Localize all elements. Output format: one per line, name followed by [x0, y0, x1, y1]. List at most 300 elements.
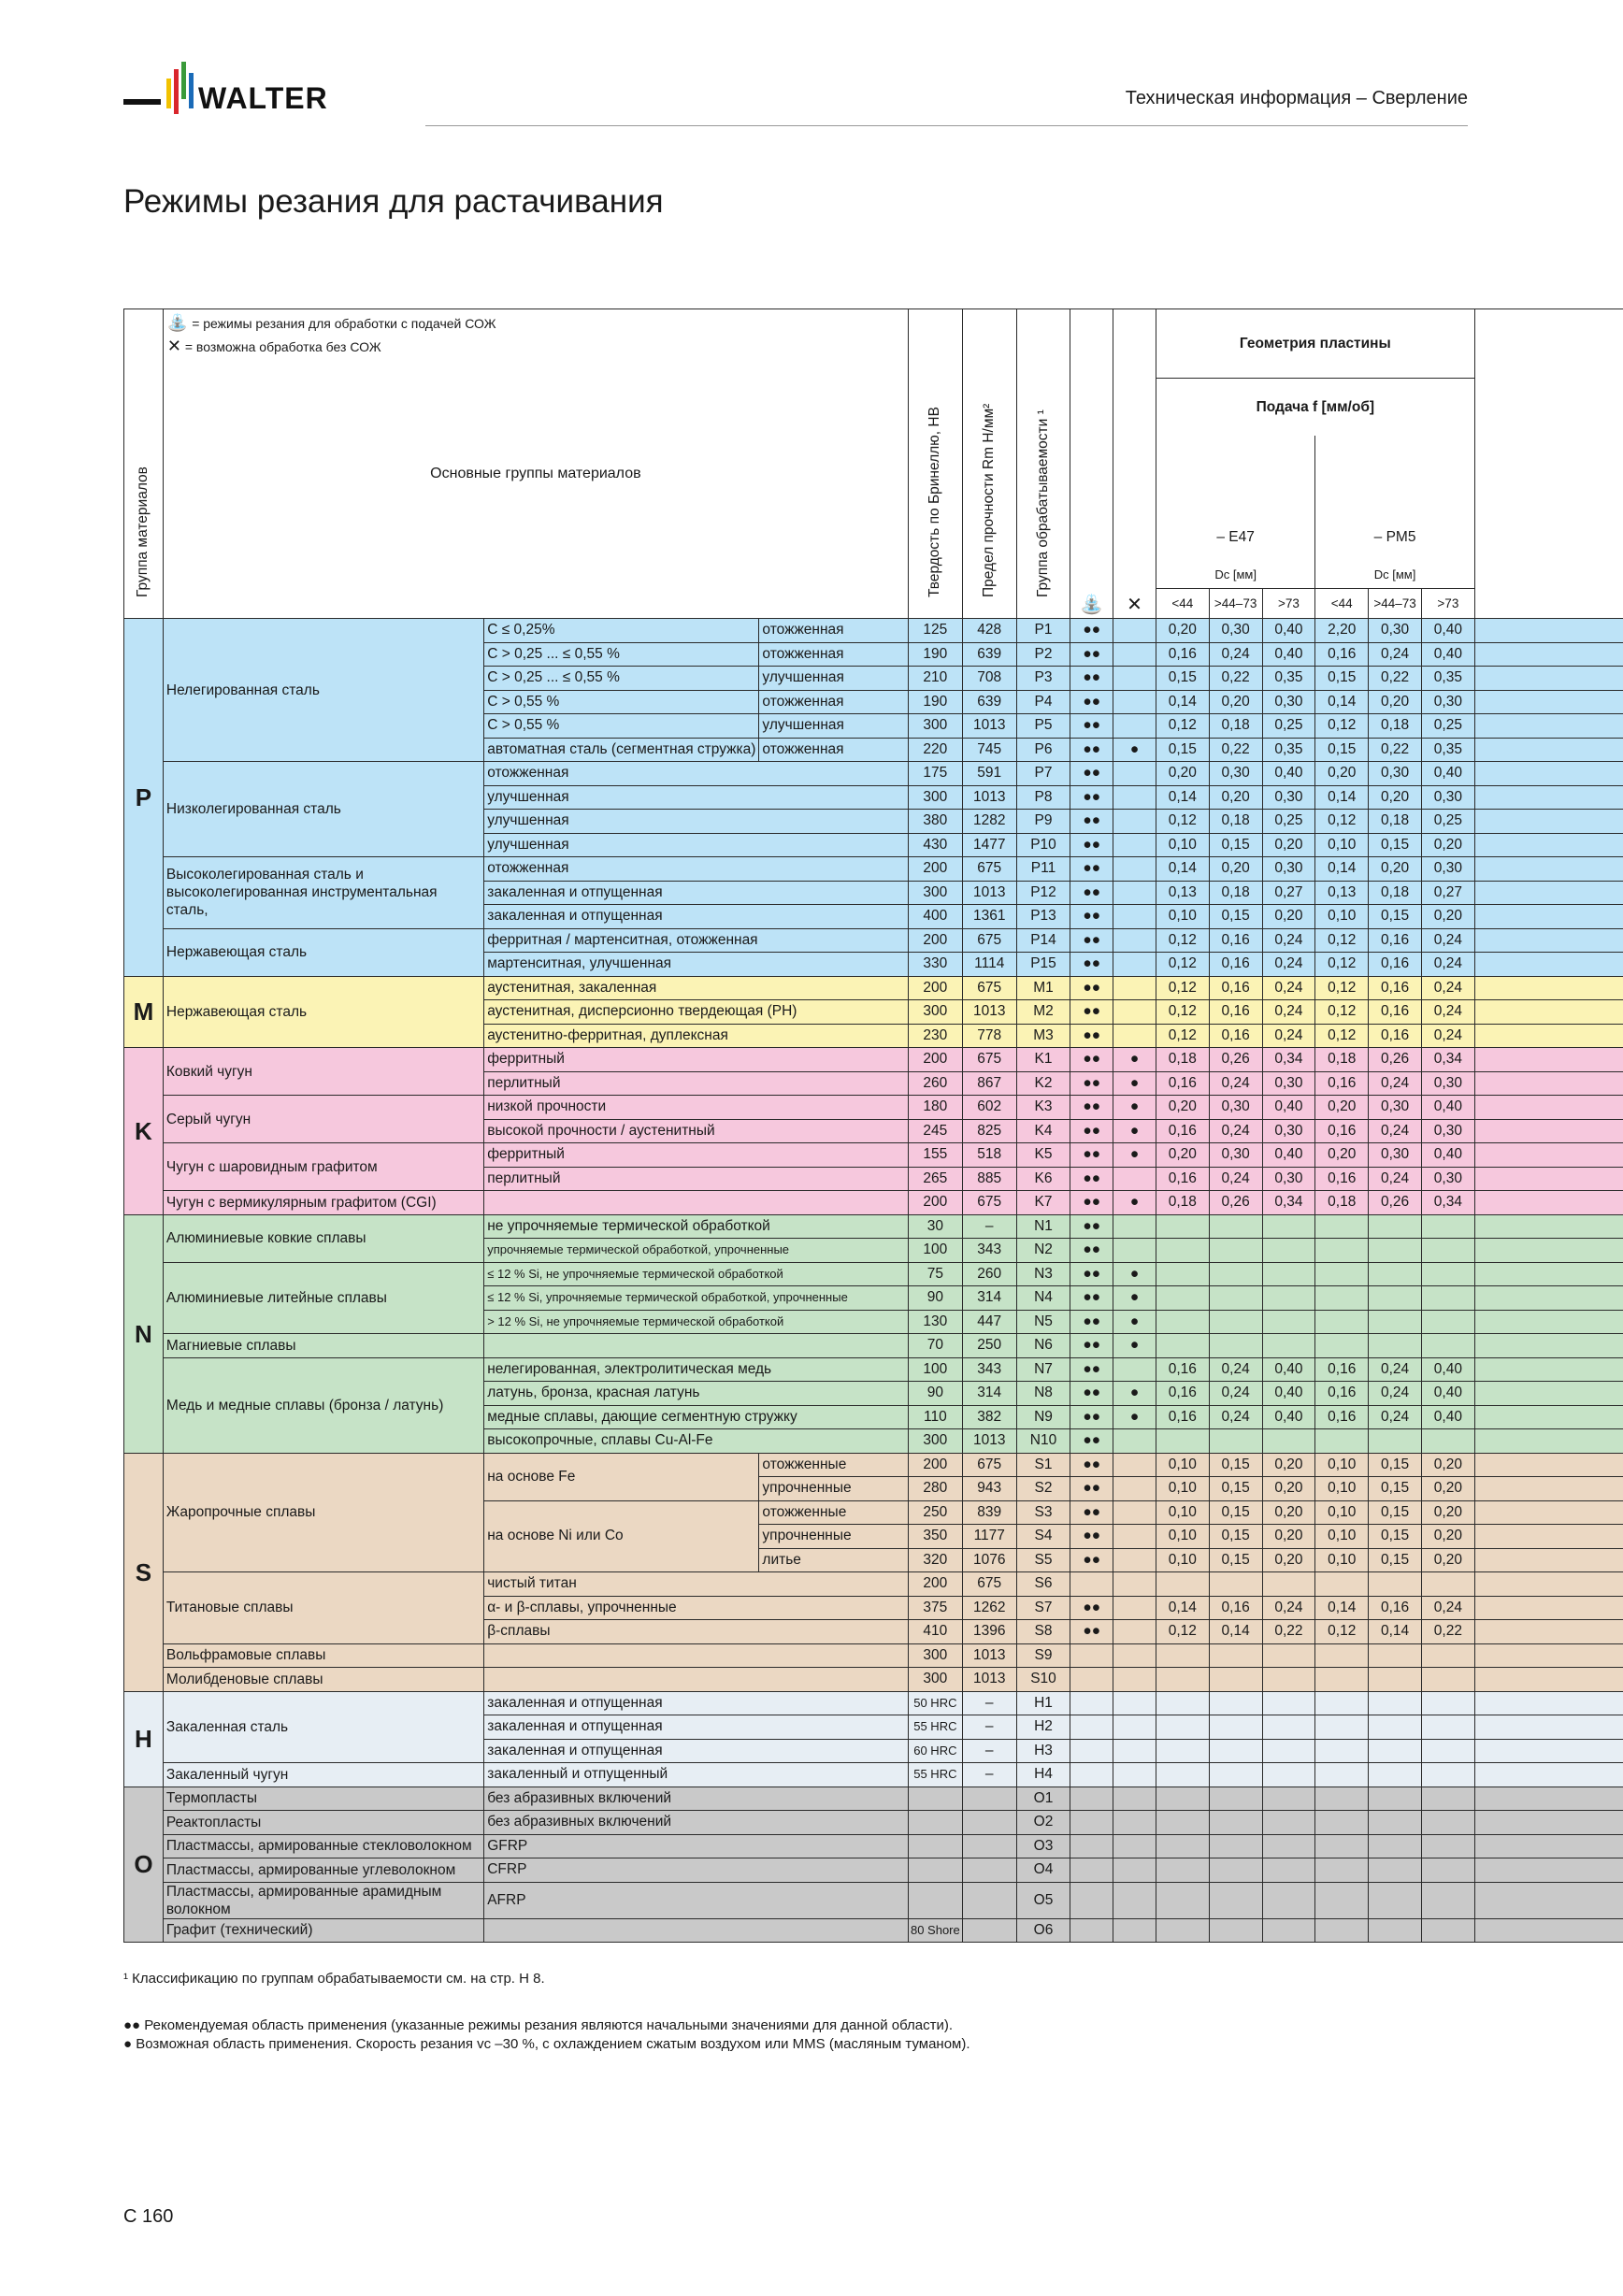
cell-dry-marker	[1113, 1620, 1156, 1644]
cell-feed	[1315, 1918, 1369, 1943]
cell-rm	[962, 1811, 1016, 1835]
cell-dry-marker	[1113, 1763, 1156, 1787]
cell-code: K6	[1016, 1167, 1070, 1191]
cell-feed	[1422, 1739, 1475, 1763]
cell-code: O2	[1016, 1811, 1070, 1835]
cell-feed: 0,12	[1156, 1024, 1209, 1048]
col-header-rm: Предел прочности Rm Н/мм²	[962, 309, 1016, 619]
cell-feed: 0,15	[1209, 1500, 1262, 1525]
material-group-M: M	[124, 976, 164, 1048]
cell-rm: 825	[962, 1119, 1016, 1143]
cell-hb	[908, 1882, 962, 1918]
cell-feed: 0,24	[1422, 1596, 1475, 1620]
cell-feed	[1156, 1572, 1209, 1597]
cell-feed: 0,18	[1209, 881, 1262, 905]
cell-dry-marker	[1113, 905, 1156, 929]
cell-feed	[1209, 1739, 1262, 1763]
cell-rm: 382	[962, 1405, 1016, 1429]
material-condition: отожженная	[759, 642, 908, 667]
cell-feed	[1156, 1882, 1209, 1918]
cell-hb: 55 HRC	[908, 1715, 962, 1740]
cell-coolant-marker	[1070, 1787, 1113, 1811]
cell-feed: 0,16	[1369, 1000, 1422, 1025]
cell-feed: 0,10	[1156, 905, 1209, 929]
cell-feed: 0,16	[1156, 1119, 1209, 1143]
cell-feed: 0,24	[1209, 1167, 1262, 1191]
cell-code: K5	[1016, 1143, 1070, 1168]
cell-feed: 0,24	[1422, 1000, 1475, 1025]
material-sub: перлитный	[484, 1071, 909, 1096]
cell-feed: 0,12	[1156, 714, 1209, 739]
cell-dry-marker	[1113, 1167, 1156, 1191]
cell-feed: 0,40	[1262, 762, 1315, 786]
cell-coolant-marker: ●●	[1070, 881, 1113, 905]
cell-dry-marker	[1113, 1596, 1156, 1620]
cell-feed	[1209, 1691, 1262, 1715]
cell-feed: 0,15	[1315, 738, 1369, 762]
cell-feed	[1315, 1286, 1369, 1311]
cell-rm: 1177	[962, 1525, 1016, 1549]
cell-hb: 200	[908, 976, 962, 1000]
cell-feed	[1422, 1882, 1475, 1918]
table-row	[124, 1334, 1623, 1358]
cell-rm: 602	[962, 1096, 1016, 1120]
cell-feed: 0,16	[1209, 1024, 1262, 1048]
cell-hb: 300	[908, 1668, 962, 1692]
cell-feed: 0,35	[1262, 667, 1315, 691]
material-sub: ≤ 12 % Si, не упрочняемые термической обработкой	[484, 1262, 909, 1286]
material-sub: высокопрочные, сплавы Cu-Al-Fe	[484, 1429, 909, 1454]
cell-feed	[1422, 1834, 1475, 1858]
cell-feed	[1156, 1763, 1209, 1787]
cell-feed: 0,24	[1422, 928, 1475, 953]
cell-feed: 0,26	[1369, 1048, 1422, 1072]
material-main: Алюминиевые литейные сплавы	[163, 1262, 483, 1334]
material-sub: ≤ 12 % Si, упрочняемые термической обработкой, упрочненные	[484, 1286, 909, 1311]
cell-feed: 0,24	[1369, 1405, 1422, 1429]
table-row	[124, 1191, 1623, 1215]
cell-feed: 0,16	[1156, 1167, 1209, 1191]
cell-feed: 0,20	[1369, 690, 1422, 714]
cell-feed	[1422, 1334, 1475, 1358]
material-sub: ферритный	[484, 1143, 909, 1168]
material-sub	[484, 1643, 909, 1668]
cell-coolant-marker: ●●	[1070, 1143, 1113, 1168]
cell-feed: 0,16	[1156, 1382, 1209, 1406]
cell-feed	[1156, 1858, 1209, 1883]
cell-dry-marker	[1113, 1882, 1156, 1918]
material-sub: C > 0,25 ... ≤ 0,55 %	[484, 667, 759, 691]
cell-dry-marker	[1113, 1239, 1156, 1263]
cell-feed	[1422, 1643, 1475, 1668]
material-sub: закаленная и отпущенная	[484, 1691, 909, 1715]
cell-feed	[1156, 1918, 1209, 1943]
cell-coolant-marker: ●●	[1070, 857, 1113, 882]
cell-rm: 1396	[962, 1620, 1016, 1644]
cell-code: N9	[1016, 1405, 1070, 1429]
cell-feed: 0,18	[1315, 1191, 1369, 1215]
cell-feed	[1262, 1811, 1315, 1835]
cell-dry-marker	[1113, 1429, 1156, 1454]
material-condition: отожженная	[759, 738, 908, 762]
cell-feed: 0,14	[1315, 690, 1369, 714]
cell-rm: 1013	[962, 714, 1016, 739]
material-sub: AFRP	[484, 1882, 909, 1918]
col-header-hb: Твердость по Бринеллю, HB	[908, 309, 962, 619]
cell-hb: 430	[908, 833, 962, 857]
cell-code: M2	[1016, 1000, 1070, 1025]
cell-code: N5	[1016, 1310, 1070, 1334]
cell-feed: 0,24	[1369, 642, 1422, 667]
cell-feed: 0,34	[1422, 1191, 1475, 1215]
material-main: Чугун с вермикулярным графитом (CGI)	[163, 1191, 483, 1215]
cell-feed: 0,40	[1262, 1096, 1315, 1120]
table-row	[124, 1668, 1623, 1692]
cell-coolant-marker	[1070, 1918, 1113, 1943]
table-row	[124, 1096, 1623, 1120]
cell-coolant-marker	[1070, 1811, 1113, 1835]
cell-hb: 320	[908, 1548, 962, 1572]
table-row	[124, 1763, 1623, 1787]
cell-feed	[1369, 1739, 1422, 1763]
cell-dry-marker	[1113, 1477, 1156, 1501]
material-main: Пластмассы, армированные углеволокном	[163, 1858, 483, 1883]
cell-feed: 0,27	[1262, 881, 1315, 905]
cell-dry-marker	[1113, 1525, 1156, 1549]
cell-feed	[1315, 1239, 1369, 1263]
cell-coolant-marker: ●●	[1070, 1548, 1113, 1572]
cell-feed: 0,22	[1262, 1620, 1315, 1644]
cell-dry-marker	[1113, 1668, 1156, 1692]
cell-feed	[1315, 1739, 1369, 1763]
cell-dry-marker	[1113, 1811, 1156, 1835]
cell-rm: 1013	[962, 1429, 1016, 1454]
dc-range-4: >44–73	[1369, 589, 1422, 619]
cell-feed	[1369, 1239, 1422, 1263]
material-sub: C > 0,55 %	[484, 690, 759, 714]
cell-hb: 245	[908, 1119, 962, 1143]
cell-coolant-marker	[1070, 1668, 1113, 1692]
cell-rm: 314	[962, 1286, 1016, 1311]
cell-feed	[1156, 1691, 1209, 1715]
cell-feed: 0,16	[1209, 1596, 1262, 1620]
cell-feed	[1209, 1787, 1262, 1811]
cell-feed: 0,16	[1156, 1405, 1209, 1429]
cell-feed: 0,15	[1156, 738, 1209, 762]
cell-hb: 110	[908, 1405, 962, 1429]
dc-range-1: >44–73	[1209, 589, 1262, 619]
cell-rm: 343	[962, 1239, 1016, 1263]
cell-feed	[1262, 1286, 1315, 1311]
cell-feed: 0,24	[1209, 1071, 1262, 1096]
cell-feed: 0,40	[1422, 762, 1475, 786]
cell-rm: 314	[962, 1382, 1016, 1406]
material-sub: аустенитно-ферритная, дуплексная	[484, 1024, 909, 1048]
material-main: Ковкий чугун	[163, 1048, 483, 1096]
cell-hb: 350	[908, 1525, 962, 1549]
cell-feed	[1422, 1214, 1475, 1239]
cell-coolant-marker: ●●	[1070, 1071, 1113, 1096]
cell-hb: 200	[908, 1572, 962, 1597]
cell-code: H2	[1016, 1715, 1070, 1740]
cell-feed: 0,24	[1422, 1024, 1475, 1048]
material-main: Медь и медные сплавы (бронза / латунь)	[163, 1357, 483, 1453]
cell-dry-marker: ●	[1113, 1310, 1156, 1334]
cell-coolant-marker: ●●	[1070, 928, 1113, 953]
cell-feed	[1315, 1643, 1369, 1668]
material-sub: закаленная и отпущенная	[484, 1715, 909, 1740]
cell-coolant-marker: ●●	[1070, 976, 1113, 1000]
cell-feed: 0,22	[1369, 738, 1422, 762]
cell-code: O5	[1016, 1882, 1070, 1918]
cell-code: P13	[1016, 905, 1070, 929]
material-main: Жаропрочные сплавы	[163, 1453, 483, 1572]
cell-feed: 0,16	[1209, 1000, 1262, 1025]
cell-dry-marker: ●	[1113, 1286, 1156, 1311]
cell-feed	[1209, 1286, 1262, 1311]
material-sub	[484, 1191, 909, 1215]
cell-feed	[1315, 1811, 1369, 1835]
col-header-dry	[1113, 309, 1156, 619]
cell-feed: 0,20	[1422, 1500, 1475, 1525]
material-sub: латунь, бронза, красная латунь	[484, 1382, 909, 1406]
cell-feed: 0,25	[1262, 810, 1315, 834]
cell-hb: 375	[908, 1596, 962, 1620]
table-row	[124, 1918, 1623, 1943]
col-header-coolant	[1070, 309, 1113, 619]
cell-code: S10	[1016, 1668, 1070, 1692]
material-sub: ферритная / мартенситная, отожженная	[484, 928, 909, 953]
cell-code: P15	[1016, 953, 1070, 977]
cell-rm: 1262	[962, 1596, 1016, 1620]
cell-code: S2	[1016, 1477, 1070, 1501]
cell-feed: 0,16	[1315, 1382, 1369, 1406]
cell-feed: 0,40	[1422, 1143, 1475, 1168]
cell-feed	[1209, 1334, 1262, 1358]
cell-dry-marker	[1113, 833, 1156, 857]
cell-dry-marker	[1113, 1453, 1156, 1477]
cell-code: N1	[1016, 1214, 1070, 1239]
cell-feed	[1262, 1882, 1315, 1918]
cell-feed	[1315, 1310, 1369, 1334]
cell-hb: 300	[908, 881, 962, 905]
material-group-K: K	[124, 1048, 164, 1215]
cell-code: O6	[1016, 1918, 1070, 1943]
cell-feed: 0,40	[1422, 619, 1475, 643]
cell-feed: 0,15	[1315, 667, 1369, 691]
cell-code: S1	[1016, 1453, 1070, 1477]
material-sub: аустенитная, дисперсионно твердеющая (PH)	[484, 1000, 909, 1025]
cell-code: M1	[1016, 976, 1070, 1000]
cell-feed: 0,22	[1369, 667, 1422, 691]
cell-feed: 0,30	[1262, 690, 1315, 714]
material-sub: > 12 % Si, не упрочняемые термической обработкой	[484, 1310, 909, 1334]
cell-feed	[1156, 1214, 1209, 1239]
section-title: Техническая информация – Сверление	[1125, 88, 1468, 108]
cell-feed: 0,12	[1156, 976, 1209, 1000]
material-sub: на основе Fe	[484, 1453, 759, 1500]
cell-feed: 0,30	[1209, 619, 1262, 643]
cell-feed: 0,10	[1315, 905, 1369, 929]
material-sub: улучшенная	[484, 810, 909, 834]
cell-feed	[1369, 1834, 1422, 1858]
cell-hb: 70	[908, 1334, 962, 1358]
cell-rm: 343	[962, 1357, 1016, 1382]
cell-feed: 0,30	[1209, 762, 1262, 786]
cell-code: S6	[1016, 1572, 1070, 1597]
cell-feed	[1369, 1668, 1422, 1692]
cell-coolant-marker: ●●	[1070, 1024, 1113, 1048]
material-main: Пластмассы, армированные арамидным волокном	[163, 1882, 483, 1918]
cell-feed: 0,16	[1369, 953, 1422, 977]
cell-hb: 380	[908, 810, 962, 834]
cell-rm: 1013	[962, 785, 1016, 810]
cell-feed: 0,14	[1156, 857, 1209, 882]
cell-feed	[1422, 1286, 1475, 1311]
cell-hb: 220	[908, 738, 962, 762]
cell-feed: 0,40	[1422, 1357, 1475, 1382]
material-condition: улучшенная	[759, 714, 908, 739]
cell-dry-marker	[1113, 1548, 1156, 1572]
cell-coolant-marker: ●●	[1070, 1334, 1113, 1358]
cell-feed	[1262, 1239, 1315, 1263]
cell-hb: 400	[908, 905, 962, 929]
material-sub: низкой прочности	[484, 1096, 909, 1120]
legend-dry: ✕ = возможна обработка без СОЖ	[166, 337, 381, 355]
cell-feed: 0,16	[1156, 642, 1209, 667]
material-sub: C > 0,55 %	[484, 714, 759, 739]
cell-rm: 778	[962, 1024, 1016, 1048]
main-groups-label: Основные группы материалов	[430, 466, 641, 481]
cell-feed: 0,15	[1209, 1453, 1262, 1477]
cell-rm: 1013	[962, 881, 1016, 905]
cell-code: H3	[1016, 1739, 1070, 1763]
cell-code: K3	[1016, 1096, 1070, 1120]
cell-dry-marker	[1113, 1715, 1156, 1740]
cell-feed: 0,22	[1422, 1620, 1475, 1644]
cell-coolant-marker	[1070, 1834, 1113, 1858]
table-row	[124, 1858, 1623, 1883]
cell-feed	[1422, 1429, 1475, 1454]
cell-code: K4	[1016, 1119, 1070, 1143]
cell-hb: 190	[908, 642, 962, 667]
material-condition: отожженные	[759, 1500, 908, 1525]
cell-feed: 0,20	[1156, 1143, 1209, 1168]
cell-dry-marker: ●	[1113, 1262, 1156, 1286]
cell-feed: 0,34	[1262, 1048, 1315, 1072]
cell-rm: 675	[962, 1191, 1016, 1215]
table-row	[124, 1357, 1623, 1382]
cell-feed: 0,30	[1422, 1119, 1475, 1143]
cell-feed: 0,14	[1315, 785, 1369, 810]
material-main: Титановые сплавы	[163, 1572, 483, 1644]
cell-feed	[1262, 1858, 1315, 1883]
cell-code: S9	[1016, 1643, 1070, 1668]
cell-feed	[1156, 1668, 1209, 1692]
cell-feed: 0,14	[1315, 857, 1369, 882]
cell-feed	[1156, 1787, 1209, 1811]
cell-feed: 0,14	[1369, 1620, 1422, 1644]
cell-feed: 0,40	[1262, 1357, 1315, 1382]
cell-feed: 0,40	[1262, 642, 1315, 667]
cell-feed	[1156, 1334, 1209, 1358]
cell-dry-marker	[1113, 976, 1156, 1000]
cell-code: N3	[1016, 1262, 1070, 1286]
material-sub: высокой прочности / аустенитный	[484, 1119, 909, 1143]
cell-coolant-marker: ●●	[1070, 905, 1113, 929]
cell-dry-marker	[1113, 1691, 1156, 1715]
table-row	[124, 1214, 1623, 1239]
cell-feed: 0,20	[1209, 690, 1262, 714]
cell-code: K7	[1016, 1191, 1070, 1215]
cell-feed: 0,30	[1422, 785, 1475, 810]
cell-feed	[1422, 1715, 1475, 1740]
cell-coolant-marker: ●●	[1070, 1620, 1113, 1644]
material-group-N: N	[124, 1214, 164, 1453]
cell-feed	[1156, 1239, 1209, 1263]
cell-feed: 0,16	[1315, 1119, 1369, 1143]
cell-dry-marker: ●	[1113, 1191, 1156, 1215]
cell-feed: 0,40	[1262, 619, 1315, 643]
material-main: Термопласты	[163, 1787, 483, 1811]
cell-feed: 0,18	[1209, 810, 1262, 834]
cell-feed	[1369, 1882, 1422, 1918]
cell-hb: 190	[908, 690, 962, 714]
cell-feed: 0,20	[1262, 1525, 1315, 1549]
cell-coolant-marker: ●●	[1070, 1000, 1113, 1025]
cell-rm: 675	[962, 928, 1016, 953]
cell-feed	[1315, 1858, 1369, 1883]
material-condition: улучшенная	[759, 667, 908, 691]
legend-coolant: ⛲ = режимы резания для обработки с подачей СОЖ	[166, 313, 496, 332]
cell-coolant-marker: ●●	[1070, 833, 1113, 857]
cell-feed: 0,22	[1209, 738, 1262, 762]
cell-dry-marker	[1113, 1500, 1156, 1525]
cell-feed: 0,10	[1156, 1500, 1209, 1525]
cell-coolant-marker: ●●	[1070, 1500, 1113, 1525]
cell-feed: 0,20	[1209, 857, 1262, 882]
cell-feed	[1422, 1691, 1475, 1715]
material-sub: улучшенная	[484, 785, 909, 810]
cell-code: N6	[1016, 1334, 1070, 1358]
table-row	[124, 1787, 1623, 1811]
material-sub	[484, 1334, 909, 1358]
cell-feed	[1369, 1715, 1422, 1740]
cell-feed: 0,20	[1156, 619, 1209, 643]
cell-feed	[1262, 1643, 1315, 1668]
cell-feed: 0,12	[1315, 1620, 1369, 1644]
cell-feed: 0,30	[1369, 619, 1422, 643]
cell-code: M3	[1016, 1024, 1070, 1048]
cell-dry-marker	[1113, 785, 1156, 810]
cell-dry-marker: ●	[1113, 1382, 1156, 1406]
cell-feed: 0,13	[1156, 881, 1209, 905]
cell-code: P7	[1016, 762, 1070, 786]
geometry-e47: – E47 Dc [мм]	[1156, 436, 1314, 588]
cell-coolant-marker	[1070, 1763, 1113, 1787]
cell-feed	[1209, 1763, 1262, 1787]
cell-rm: 1076	[962, 1548, 1016, 1572]
cell-dry-marker	[1113, 1643, 1156, 1668]
cell-feed: 0,30	[1369, 762, 1422, 786]
cell-code: P5	[1016, 714, 1070, 739]
cell-feed: 0,20	[1315, 1096, 1369, 1120]
cell-code: S8	[1016, 1620, 1070, 1644]
cell-feed: 0,18	[1369, 810, 1422, 834]
cell-dry-marker: ●	[1113, 1048, 1156, 1072]
cell-coolant-marker: ●●	[1070, 1310, 1113, 1334]
cell-feed: 0,20	[1422, 1548, 1475, 1572]
